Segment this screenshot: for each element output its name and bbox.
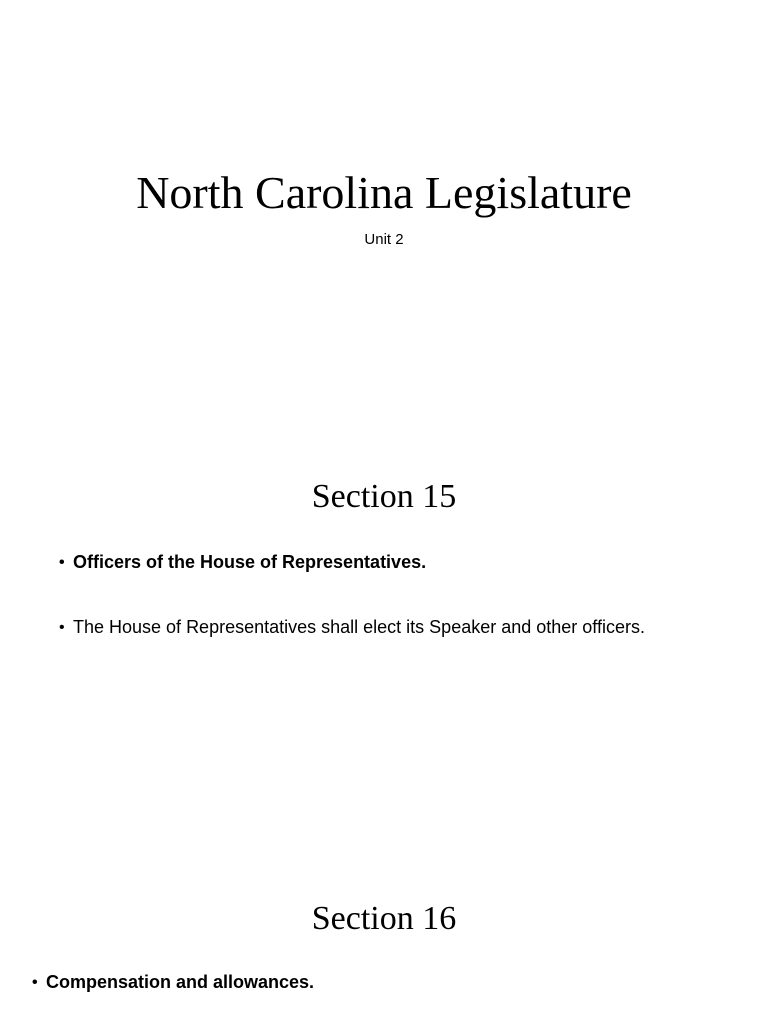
list-item-text: Officers of the House of Representatives. — [73, 552, 427, 572]
list-item-text: Compensation and allowances. — [46, 972, 315, 992]
page-title: North Carolina Legislature — [136, 167, 632, 218]
list-item — [32, 970, 666, 995]
page-subtitle: Unit 2 — [364, 231, 404, 248]
section-heading: Section 15 — [311, 478, 457, 515]
list-item — [59, 615, 663, 640]
bullet-icon: • — [32, 974, 38, 991]
list-item-text: The House of Representatives shall elect its Speaker and other officers. — [73, 617, 645, 637]
section-heading: Section 16 — [311, 900, 457, 937]
bullet-icon: • — [59, 554, 65, 571]
bullet-icon: • — [59, 619, 65, 636]
list-item — [59, 550, 693, 575]
